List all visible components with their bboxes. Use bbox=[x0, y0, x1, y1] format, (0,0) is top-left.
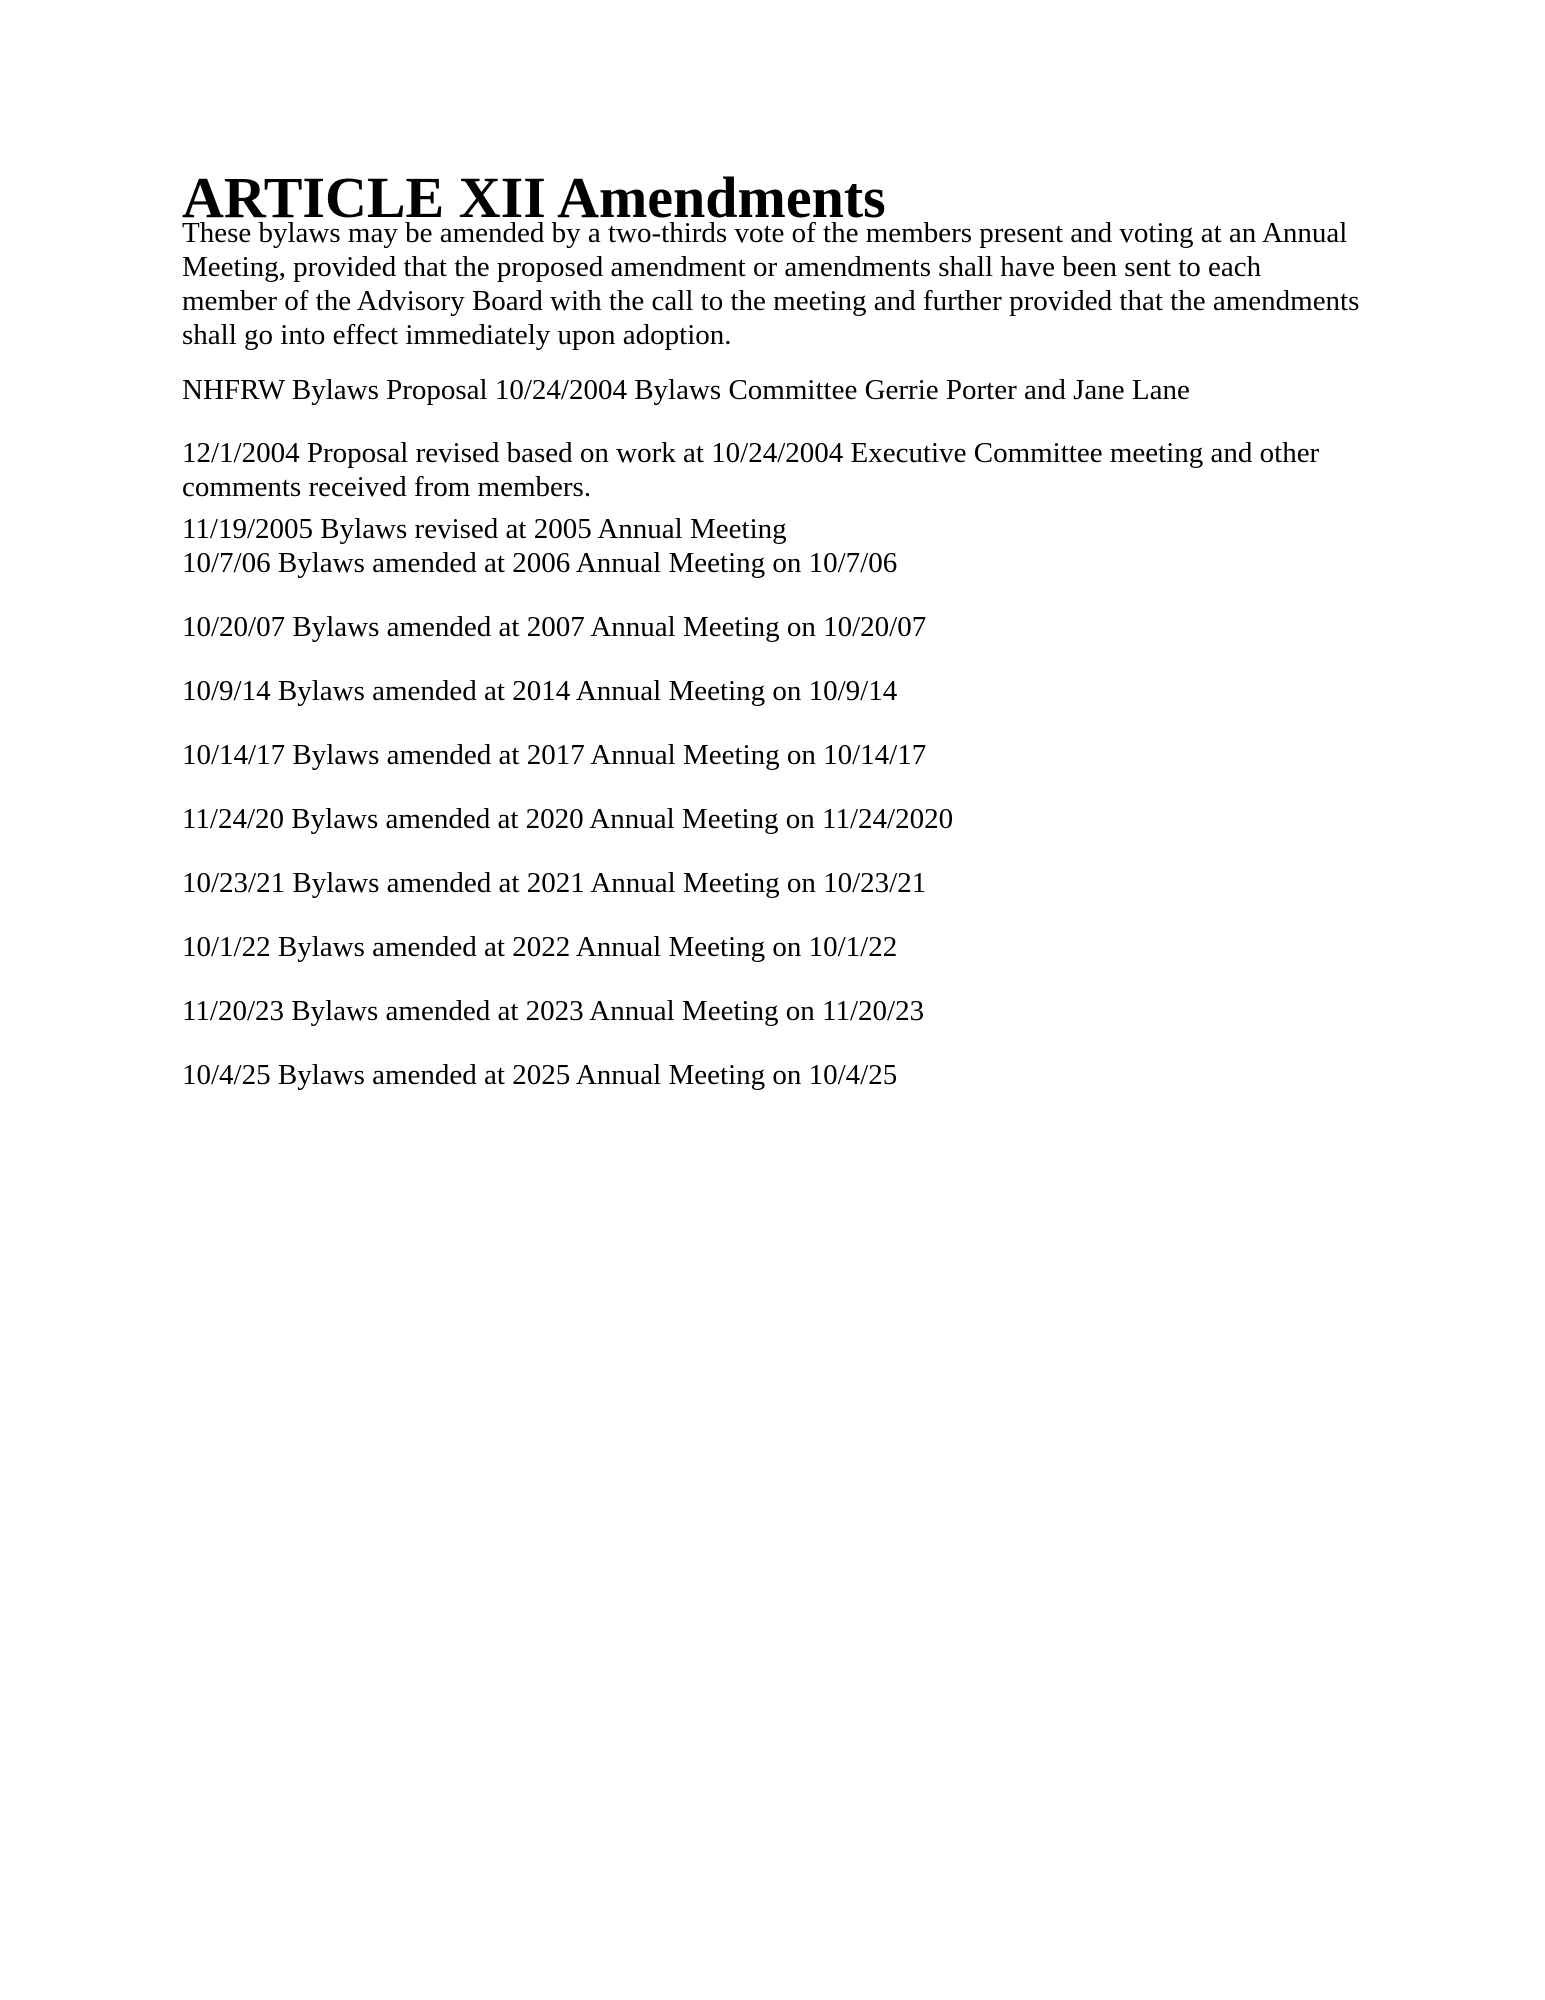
amendment-history-item: 11/24/20 Bylaws amended at 2020 Annual Meeting on 11/24/2020 bbox=[182, 803, 954, 835]
amendment-history-list bbox=[182, 546, 1362, 1092]
amendment-history-item: 10/4/25 Bylaws amended at 2025 Annual Meeting on 10/4/25 bbox=[182, 1059, 898, 1091]
proposal-note: NHFRW Bylaws Proposal 10/24/2004 Bylaws Committee Gerrie Porter and Jane Lane bbox=[182, 374, 1190, 406]
revision-note-2004: 12/1/2004 Proposal revised based on work at 10/24/2004 Executive Committee meeting and other comments received from members. bbox=[182, 437, 1320, 503]
amendment-history-item: 10/1/22 Bylaws amended at 2022 Annual Meeting on 10/1/22 bbox=[182, 931, 898, 963]
document-content bbox=[182, 165, 1362, 1092]
amendment-history-item: 10/23/21 Bylaws amended at 2021 Annual Meeting on 10/23/21 bbox=[182, 867, 927, 899]
article-body: These bylaws may be amended by a two-thirds vote of the members present and voting at an Annual Meeting, provided that the proposed amendment or amendments shall have been sent to each member of the Advisory Board with the call to the meeting and further provided that the amendments shall go into effect immediately upon adoption. bbox=[182, 217, 1360, 351]
amendment-history-item: 10/14/17 Bylaws amended at 2017 Annual Meeting on 10/14/17 bbox=[182, 739, 927, 771]
amendment-history-item: 10/20/07 Bylaws amended at 2007 Annual Meeting on 10/20/07 bbox=[182, 611, 927, 643]
amendment-history-item: 10/9/14 Bylaws amended at 2014 Annual Meeting on 10/9/14 bbox=[182, 675, 898, 707]
amendment-history-item: 11/20/23 Bylaws amended at 2023 Annual Meeting on 11/20/23 bbox=[182, 995, 925, 1027]
revision-note-2005: 11/19/2005 Bylaws revised at 2005 Annual Meeting bbox=[182, 513, 787, 545]
article-heading: ARTICLE XII Amendments bbox=[182, 165, 886, 230]
amendment-history-item: 10/7/06 Bylaws amended at 2006 Annual Meeting on 10/7/06 bbox=[182, 547, 898, 579]
